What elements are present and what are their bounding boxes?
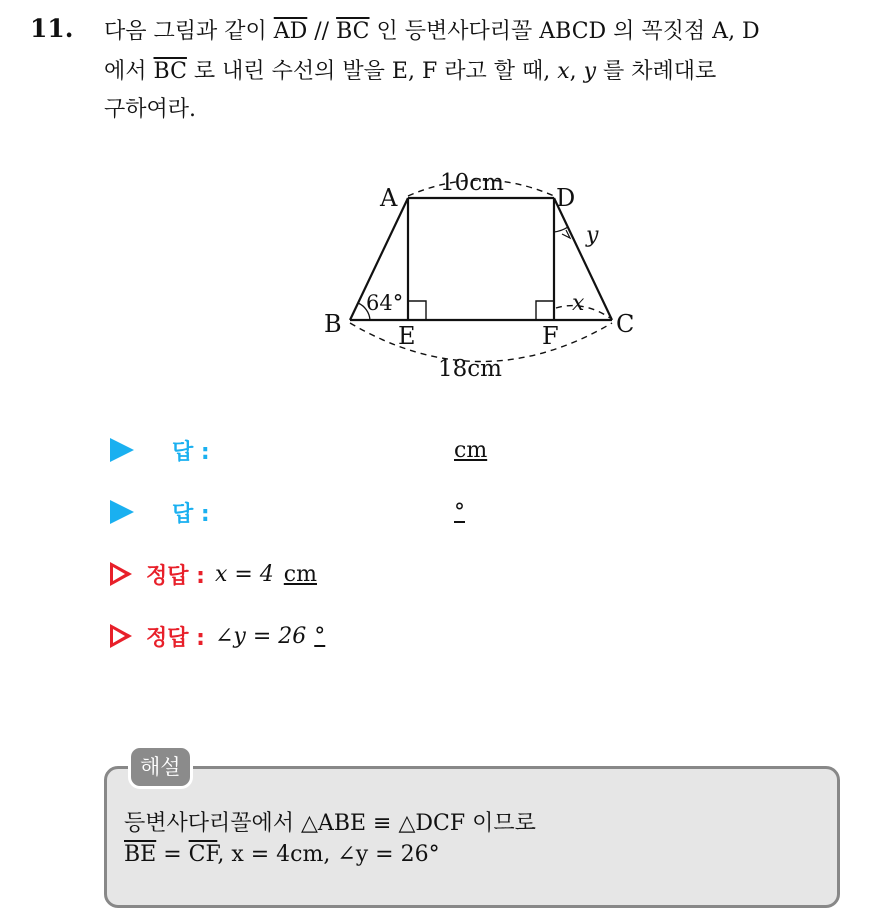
explanation-line-2: $\overline{BE} = \overline{CF}$, x = 4cm, ∠y = 26° bbox=[124, 842, 440, 867]
answer-row-1 bbox=[110, 433, 488, 467]
explanation-line-1: 등변사다리꼴에서 △ABE ≡ △DCF 이므로 bbox=[124, 811, 536, 836]
bottom-length-label: 18cm bbox=[438, 356, 502, 382]
answer-label: 답 : bbox=[172, 501, 210, 527]
answer-row-2 bbox=[110, 495, 465, 529]
play-arrow-icon bbox=[110, 500, 134, 524]
top-length-label: 10cm bbox=[440, 170, 504, 196]
label-y: y bbox=[586, 223, 599, 248]
correct-row-1 bbox=[110, 557, 317, 591]
label-a: A bbox=[380, 184, 398, 212]
segment-be: $\overline{BE}$ bbox=[124, 842, 157, 867]
question-line-3: 구하여라. bbox=[104, 97, 197, 122]
label-c: C bbox=[616, 310, 635, 338]
variable-x: x bbox=[557, 59, 570, 84]
label-f: F bbox=[542, 322, 559, 350]
correct-unit-1: cm bbox=[283, 561, 317, 587]
angle-y-arc bbox=[554, 227, 568, 232]
question-line-1: 다음 그림과 같이 $\overline{AD} // \overline{BC}$ 인 등변사다리꼴 ABCD 의 꼭짓점 A, D bbox=[104, 19, 760, 44]
question-line-2: 에서 $\overline{BC}$ 로 내린 수선의 발을 E, F 라고 할 때, x, y 를 차례대로 bbox=[104, 59, 717, 84]
correct-row-2 bbox=[110, 619, 325, 653]
segment-cf: $\overline{CF}$ bbox=[188, 842, 218, 867]
question-number: 11. bbox=[30, 14, 74, 43]
segment-bc-2: $\overline{BC}$ bbox=[153, 59, 187, 84]
label-x: x bbox=[572, 291, 585, 316]
explanation-tag: 해설 bbox=[128, 745, 193, 789]
outline-arrow-icon bbox=[110, 624, 132, 648]
label-d: D bbox=[556, 184, 576, 212]
correct-label: 정답 : bbox=[146, 563, 205, 589]
play-arrow-icon bbox=[110, 438, 134, 462]
correct-unit-2: ° bbox=[314, 623, 326, 649]
answer-label: 답 : bbox=[172, 439, 210, 465]
correct-value-1: x = 4 bbox=[214, 561, 274, 587]
outline-arrow-icon bbox=[110, 562, 132, 586]
angle-b-label: 64° bbox=[366, 291, 404, 315]
answer-input-1[interactable]: cm bbox=[454, 437, 488, 463]
right-angle-f bbox=[536, 301, 554, 320]
segment-ad: $\overline{AD}$ bbox=[273, 19, 308, 44]
label-e: E bbox=[398, 322, 416, 350]
correct-value-2: ∠y = 26 bbox=[214, 623, 307, 649]
answer-input-2[interactable]: ° bbox=[454, 499, 465, 525]
explanation-box bbox=[104, 766, 840, 908]
label-b: B bbox=[324, 310, 342, 338]
right-angle-e bbox=[408, 301, 426, 320]
variable-y: y bbox=[583, 59, 597, 84]
trapezoid-figure bbox=[300, 160, 660, 390]
correct-label: 정답 : bbox=[146, 625, 205, 651]
segment-bc: $\overline{BC}$ bbox=[336, 19, 370, 44]
